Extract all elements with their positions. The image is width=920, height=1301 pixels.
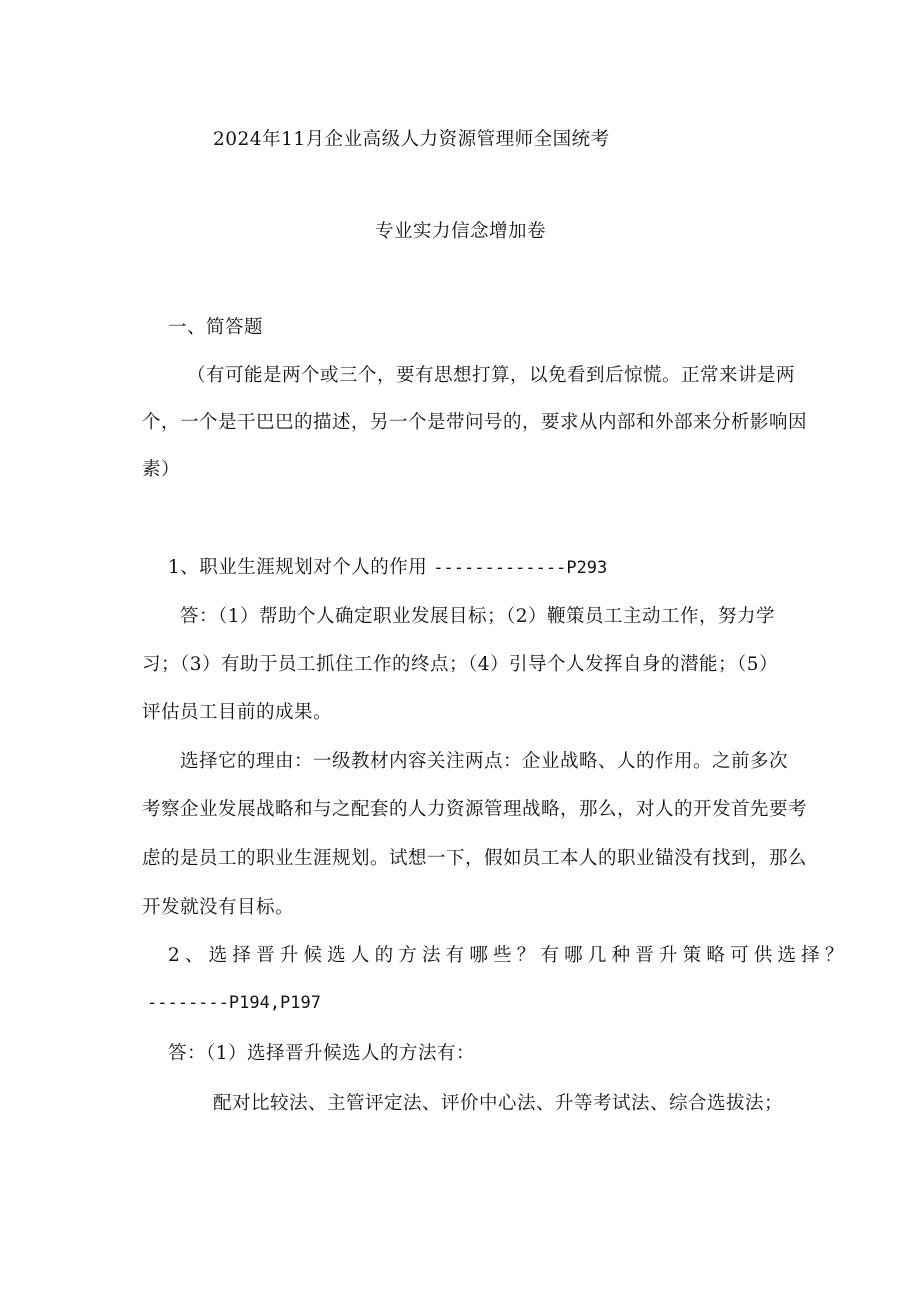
document-subtitle: 专业实力信念增加卷	[375, 221, 547, 242]
question-1	[168, 554, 607, 582]
reason-line-2: 考察企业发展战略和与之配套的人力资源管理战略，那么，对人的开发首先要考	[142, 799, 808, 820]
question-1-text: 1、职业生涯规划对个人的作用	[168, 557, 428, 578]
document-title: 2024年11月企业高级人力资源管理师全国统考	[213, 129, 610, 150]
note-line-3: 素）	[142, 459, 181, 480]
reason-line-1: 选择它的理由：一级教材内容关注两点：企业战略、人的作用。之前多次	[180, 751, 789, 772]
question-2-page-ref: --------P194,P197	[147, 993, 321, 1013]
question-2: 2、选择晋升候选人的方法有哪些？有哪几种晋升策略可供选择？	[168, 945, 849, 966]
section-heading: 一、简答题	[168, 317, 264, 338]
answer-1-line-2: 习；（3）有助于员工抓住工作的终点；（4）引导个人发挥自身的潜能；（5）	[142, 654, 779, 675]
answer-2-methods: 配对比较法、主管评定法、评价中心法、升等考试法、综合选拔法；	[213, 1093, 784, 1114]
question-1-page-ref: -------------P293	[433, 558, 608, 578]
note-line-2: 个，一个是干巴巴的描述，另一个是带问号的，要求从内部和外部来分析影响因	[142, 412, 808, 433]
answer-1-line-3: 评估员工目前的成果。	[142, 702, 333, 723]
reason-line-4: 开发就没有目标。	[142, 897, 295, 918]
answer-1-line-1: 答：（1）帮助个人确定职业发展目标；（2）鞭策员工主动工作，努力学	[180, 606, 776, 627]
reason-line-3: 虑的是员工的职业生涯规划。试想一下，假如员工本人的职业锚没有找到，那么	[142, 848, 808, 869]
note-line-1: （有可能是两个或三个，要有思想打算，以免看到后惊慌。正常来讲是两	[187, 365, 796, 386]
answer-2-intro: 答：（1）选择晋升候选人的方法有：	[168, 1043, 476, 1064]
